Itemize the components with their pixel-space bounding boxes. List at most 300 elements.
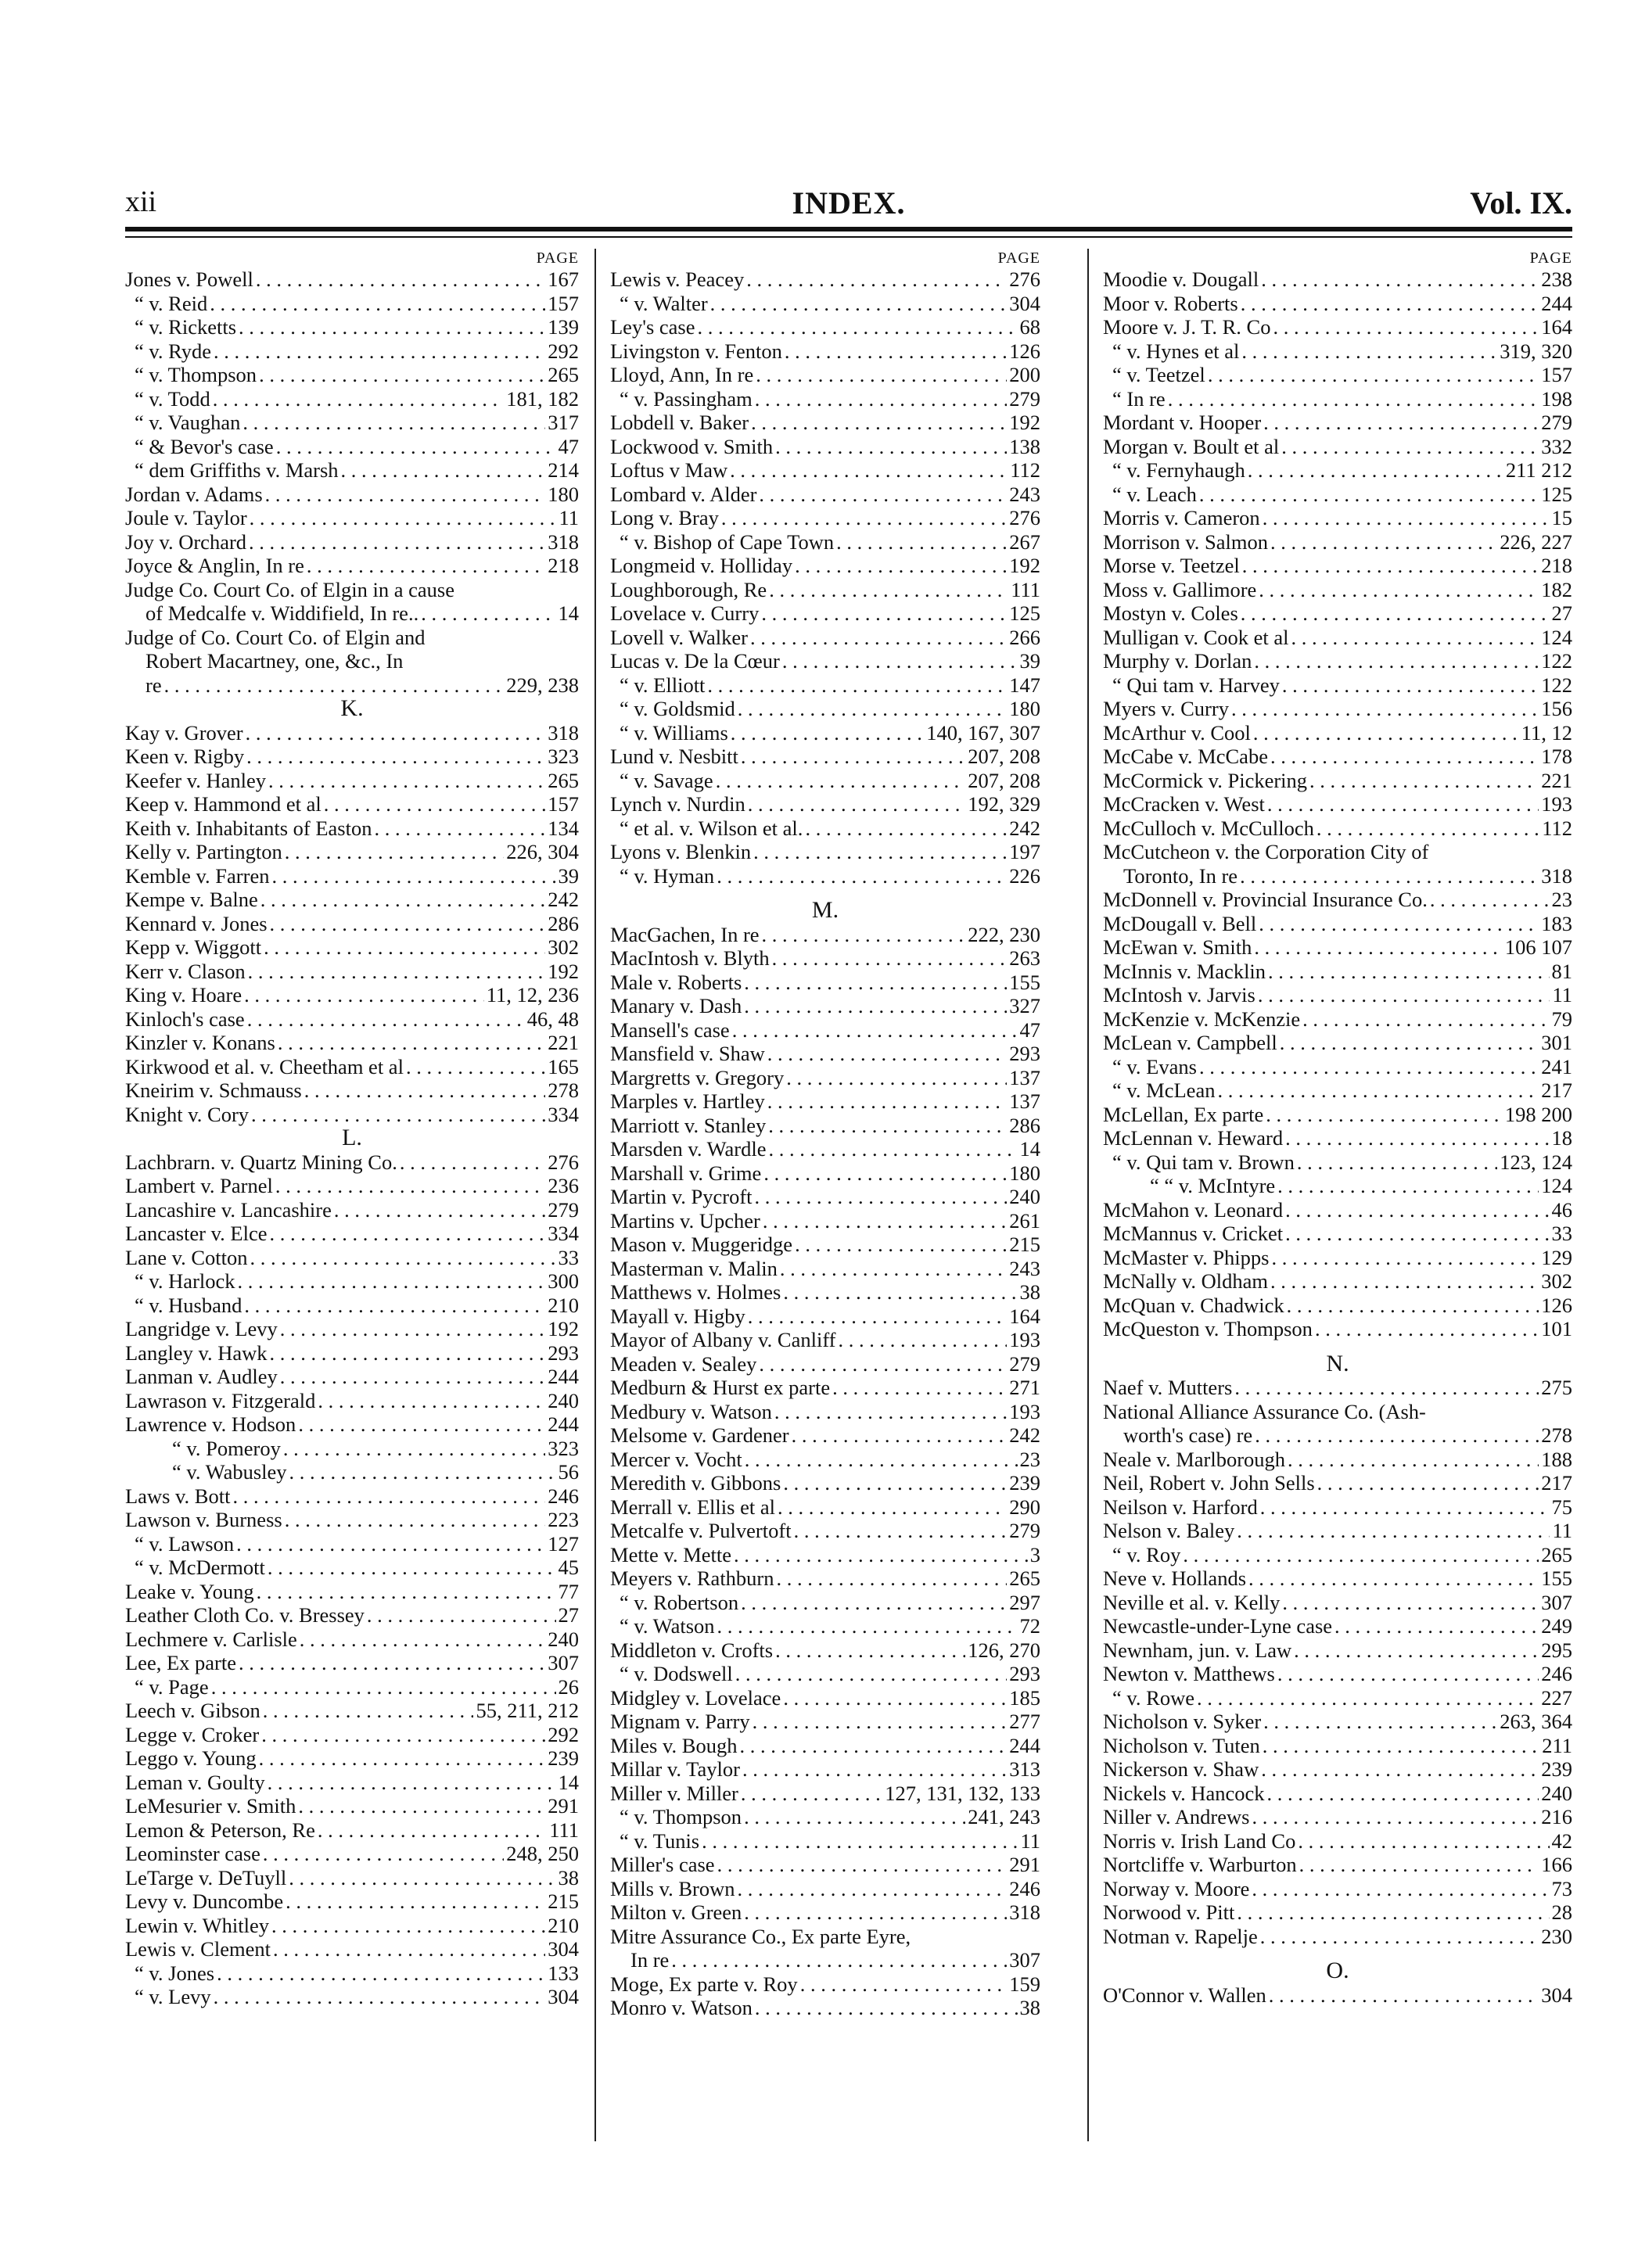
index-entry — [1103, 1983, 1572, 2008]
case-name: Middleton v. Crofts — [610, 1638, 774, 1662]
leader-dots — [213, 387, 504, 411]
leader-dots — [406, 1055, 545, 1079]
case-name: Myers v. Curry — [1103, 697, 1229, 720]
case-name: Masterman v. Malin — [610, 1256, 778, 1280]
page-reference: 157 — [548, 792, 579, 816]
page-reference: 164 — [1541, 315, 1572, 339]
page-reference: 79 — [1551, 1007, 1572, 1031]
leader-dots — [1288, 1448, 1539, 1472]
leader-dots — [238, 1269, 546, 1294]
page-reference: 207, 208 — [968, 768, 1040, 792]
case-name: McMaster v. Phipps — [1103, 1245, 1270, 1269]
leader-dots — [744, 1805, 965, 1829]
page-reference: 238 — [1541, 267, 1572, 291]
index-entry — [610, 339, 1040, 364]
page-column-label: PAGE — [997, 249, 1040, 267]
leader-dots — [257, 1580, 556, 1604]
leader-dots — [1261, 1757, 1539, 1782]
case-name: King v. Hoare — [125, 983, 242, 1007]
case-name: Mayor of Albany v. Canliff — [610, 1328, 836, 1351]
index-entry — [125, 387, 579, 411]
leader-dots — [250, 1246, 556, 1270]
leader-dots — [236, 1532, 545, 1556]
leader-dots — [1258, 983, 1550, 1007]
case-name: McCracken v. West — [1103, 792, 1265, 816]
page-number: xii — [125, 185, 157, 218]
page-reference: 221 — [1541, 768, 1572, 792]
case-name: Robert Macartney, one, &c., In — [145, 649, 404, 673]
leader-dots — [778, 1495, 1007, 1520]
case-name: Meredith v. Gibbons — [610, 1471, 781, 1495]
leader-dots — [263, 1699, 474, 1723]
index-entry — [610, 363, 1040, 387]
page-reference: 244 — [548, 1412, 579, 1436]
index-column-1 — [125, 249, 579, 2141]
index-entry — [1103, 1400, 1572, 1424]
page-column-label: PAGE — [536, 249, 579, 267]
leader-dots — [289, 1866, 555, 1890]
case-name: “ v. Levy — [135, 1985, 211, 2008]
index-entry — [125, 1937, 579, 1961]
case-name: Lambert v. Parnel — [125, 1174, 273, 1197]
case-name: “ v. Thompson — [135, 363, 257, 386]
case-name: Judge Co. Court Co. of Elgin in a cause — [125, 577, 454, 601]
index-entry — [610, 1018, 1040, 1042]
case-name: “ In re — [1112, 386, 1166, 411]
leader-dots — [276, 435, 556, 459]
page-reference: 192 — [548, 959, 579, 983]
leader-dots — [1281, 435, 1539, 459]
leader-dots — [1268, 960, 1549, 984]
index-entry — [610, 840, 1040, 864]
leader-dots — [341, 458, 546, 483]
index-entry — [1103, 1591, 1572, 1615]
page-reference: 193 — [1009, 1328, 1040, 1351]
index-entry — [1103, 1638, 1572, 1663]
index-entry — [610, 697, 1040, 721]
index-entry — [125, 626, 579, 650]
leader-dots — [698, 315, 1018, 339]
index-entry — [125, 1699, 579, 1723]
page-reference: 286 — [548, 911, 579, 935]
leader-dots — [750, 626, 1007, 650]
index-entry — [1103, 960, 1572, 984]
leader-dots — [717, 1614, 1018, 1638]
index-entry — [125, 1723, 579, 1747]
page-reference: 14 — [558, 1770, 579, 1794]
index-entry — [125, 1484, 579, 1509]
leader-dots — [746, 267, 1007, 292]
case-name: Morrison v. Salmon — [1103, 529, 1269, 554]
page-title: INDEX. — [792, 185, 906, 221]
case-name: Lewis v. Peacey — [610, 267, 745, 291]
page-reference: 183 — [1541, 911, 1572, 935]
index-entry — [610, 649, 1040, 673]
case-name: Mansell's case — [610, 1017, 730, 1042]
case-name: “ v. Page — [135, 1674, 209, 1699]
case-name: Nicholson v. Syker — [1103, 1710, 1262, 1733]
case-name: Mulligan v. Cook et al — [1103, 625, 1289, 649]
index-entry — [125, 1460, 579, 1484]
case-name: McIntosh v. Jarvis — [1103, 983, 1255, 1007]
case-name: Leather Cloth Co. v. Bressey — [125, 1603, 365, 1627]
page-reference: 139 — [548, 315, 579, 339]
leader-dots — [1263, 1734, 1539, 1758]
case-name: McInnis v. Macklin — [1103, 959, 1266, 983]
page-reference: 23 — [1551, 888, 1572, 911]
index-entry — [125, 1007, 579, 1032]
leader-dots — [214, 1985, 546, 2009]
index-entry — [610, 1161, 1040, 1186]
case-name: “ v. Watson — [620, 1614, 715, 1638]
leader-dots — [324, 792, 546, 816]
case-name: Mostyn v. Coles — [1103, 601, 1238, 625]
page-reference: 180 — [548, 482, 579, 506]
page-reference: 246 — [1009, 1876, 1040, 1900]
leader-dots — [1277, 1174, 1539, 1198]
page-reference: 56 — [558, 1460, 579, 1484]
index-entry — [125, 1627, 579, 1652]
leader-dots — [783, 1280, 1017, 1304]
leader-dots — [717, 1853, 1008, 1877]
index-entry — [610, 1805, 1040, 1829]
page-reference: 147 — [1009, 673, 1040, 697]
page-reference: 279 — [548, 1197, 579, 1222]
index-entry — [125, 935, 579, 960]
page-reference: 210 — [548, 1913, 579, 1937]
page-reference: 207, 208 — [968, 745, 1040, 768]
leader-dots — [759, 483, 1007, 507]
leader-dots — [836, 530, 1007, 554]
leader-dots — [785, 339, 1007, 364]
case-name: Langridge v. Levy — [125, 1317, 278, 1340]
page-reference: 81 — [1551, 959, 1572, 983]
leader-dots — [741, 1591, 1007, 1615]
page-reference: 133 — [548, 1961, 579, 1985]
index-entry — [125, 1866, 579, 1890]
page-reference: 244 — [1541, 291, 1572, 315]
leader-dots — [1270, 530, 1497, 554]
case-name: Lachbrarn. v. Quartz Mining Co. — [125, 1150, 397, 1174]
page-reference: 124 — [1541, 625, 1572, 649]
leader-dots — [1273, 315, 1539, 339]
leader-dots — [1199, 483, 1539, 507]
page-reference: 240 — [548, 1627, 579, 1651]
case-name: Kinzler v. Konans — [125, 1031, 275, 1054]
page-reference: 33 — [558, 1245, 579, 1269]
leader-dots — [783, 1471, 1007, 1495]
leader-dots — [289, 1460, 556, 1484]
leader-dots — [271, 1914, 545, 1938]
leader-dots — [256, 267, 545, 292]
page-reference: 244 — [1009, 1733, 1040, 1757]
page-reference: 226 — [1009, 863, 1040, 888]
page-reference: 46 — [1551, 1197, 1572, 1222]
index-entry — [125, 1985, 579, 2009]
section-letter: O. — [1326, 1958, 1349, 1983]
index-entry — [1103, 1269, 1572, 1294]
index-entry — [1103, 1246, 1572, 1270]
page-reference: 127 — [548, 1531, 579, 1556]
index-entry — [1103, 1686, 1572, 1710]
index-entry — [610, 1853, 1040, 1877]
section-letter: K. — [340, 695, 364, 721]
page-reference: 125 — [1541, 482, 1572, 506]
leader-dots — [1269, 1983, 1539, 2008]
page-reference: 101 — [1541, 1317, 1572, 1340]
case-name: McQueston v. Thompson — [1103, 1317, 1313, 1340]
case-name: Morgan v. Boult et al — [1103, 434, 1280, 458]
page-reference: 155 — [1541, 1566, 1572, 1590]
page-reference: 239 — [548, 1746, 579, 1770]
index-entry — [1103, 1853, 1572, 1877]
page-reference: 137 — [1009, 1065, 1040, 1089]
page-reference: 47 — [558, 434, 579, 458]
case-name: Leominster case — [125, 1842, 260, 1865]
page-reference: 240 — [1009, 1185, 1040, 1208]
index-entry — [610, 1734, 1040, 1758]
index-entry — [610, 1448, 1040, 1472]
page-reference: 126, 270 — [968, 1638, 1040, 1662]
leader-dots — [1261, 267, 1539, 292]
leader-dots — [1297, 1150, 1497, 1175]
leader-dots — [249, 530, 545, 554]
page-reference: 277 — [1009, 1710, 1040, 1733]
page-reference: 304 — [548, 1937, 579, 1961]
leader-dots — [742, 1757, 1007, 1782]
page-reference: 263, 364 — [1500, 1710, 1572, 1733]
leader-dots — [1199, 1055, 1539, 1079]
page-reference: 39 — [558, 863, 579, 888]
page-reference: 33 — [1551, 1222, 1572, 1245]
page-reference: 11, 12 — [1521, 720, 1572, 745]
case-name: Nickerson v. Shaw — [1103, 1757, 1259, 1781]
leader-dots — [741, 1782, 882, 1806]
page-reference: 11 — [1552, 983, 1572, 1007]
index-entry — [610, 1519, 1040, 1543]
index-entry — [610, 1900, 1040, 1925]
index-entry — [125, 1294, 579, 1318]
index-entry — [1103, 697, 1572, 721]
index-entry — [1103, 1103, 1572, 1127]
index-entry — [125, 1269, 579, 1294]
leader-dots — [334, 1198, 545, 1222]
section-letter: L. — [342, 1125, 362, 1150]
case-name: McLean v. Campbell — [1103, 1031, 1277, 1054]
leader-dots — [1294, 1638, 1539, 1663]
index-entry — [1103, 1782, 1572, 1806]
index-entry — [610, 1233, 1040, 1257]
case-name: “ v. Ricketts — [135, 315, 237, 339]
leader-dots — [280, 1365, 545, 1389]
leader-dots — [721, 506, 1007, 530]
index-entry — [125, 435, 579, 459]
leader-dots — [1237, 1900, 1549, 1925]
case-name: Naef v. Mutters — [1103, 1376, 1233, 1399]
case-name: Lewin v. Whitley — [125, 1913, 269, 1937]
leader-dots — [250, 506, 557, 530]
page-reference: 279 — [1009, 386, 1040, 411]
index-entry — [610, 1304, 1040, 1329]
index-entry — [1103, 1495, 1572, 1520]
index-entry — [610, 1066, 1040, 1090]
page-reference: 236 — [548, 1174, 579, 1197]
case-name: Midgley v. Lovelace — [610, 1685, 781, 1710]
case-name: Mignam v. Parry — [610, 1710, 750, 1733]
case-name: “ v. Roy — [1112, 1542, 1181, 1566]
page-reference: 180 — [1009, 697, 1040, 720]
page-reference: 293 — [1009, 1662, 1040, 1685]
index-entry — [125, 267, 579, 292]
case-name: “ v. Savage — [620, 768, 713, 792]
case-name: “ v. Tunis — [620, 1828, 700, 1853]
index-entry — [610, 458, 1040, 483]
page-reference: 192 — [548, 1317, 579, 1340]
leader-dots — [763, 1209, 1007, 1233]
leader-dots — [307, 554, 545, 578]
page-reference: 156 — [1541, 697, 1572, 720]
leader-dots — [772, 946, 1008, 971]
page-reference: 198 — [1541, 386, 1572, 411]
page-reference: 122 — [1541, 649, 1572, 673]
page-reference: 72 — [1019, 1614, 1040, 1638]
index-entry — [610, 530, 1040, 554]
page-reference: 239 — [1009, 1471, 1040, 1495]
index-entry — [610, 971, 1040, 995]
page-reference: 180 — [1009, 1161, 1040, 1185]
index-entry — [1103, 935, 1572, 960]
page-reference: 246 — [1541, 1662, 1572, 1685]
case-name: Metcalfe v. Pulvertoft — [610, 1519, 792, 1542]
column-divider — [594, 249, 596, 2141]
page-reference: 300 — [548, 1269, 579, 1293]
leader-dots — [263, 1842, 504, 1866]
page-reference: 215 — [1009, 1233, 1040, 1256]
case-name: Meaden v. Sealey — [610, 1351, 757, 1376]
index-entry — [1103, 1900, 1572, 1925]
case-name: Martins v. Upcher — [610, 1208, 760, 1233]
case-name: Morse v. Teetzel — [1103, 554, 1240, 577]
page-reference: 125 — [1009, 601, 1040, 625]
case-name: Lechmere v. Carlisle — [125, 1627, 297, 1651]
leader-dots — [1287, 1294, 1539, 1318]
case-name: Kay v. Grover — [125, 720, 243, 745]
page-reference: 286 — [1009, 1113, 1040, 1137]
case-name: “ v. Passingham — [620, 386, 753, 411]
index-entry — [125, 1675, 579, 1699]
leader-dots — [248, 960, 546, 984]
leader-dots — [756, 363, 1007, 387]
case-name: “ v. Teetzel — [1112, 363, 1205, 386]
index-entry — [610, 1614, 1040, 1638]
case-name: “ v. McDermott — [135, 1556, 265, 1579]
index-entry-continuation — [125, 601, 579, 626]
case-name: Marples v. Hartley — [610, 1089, 765, 1113]
index-entry — [1103, 1126, 1572, 1150]
page-reference: 39 — [1019, 649, 1040, 673]
index-entry — [610, 411, 1040, 435]
leader-dots — [271, 864, 555, 888]
leader-dots — [1183, 1543, 1539, 1567]
case-name: Toronto, In re — [1123, 863, 1238, 888]
case-name: Keefer v. Hanley — [125, 768, 267, 792]
case-name: Jordan v. Adams — [125, 482, 263, 506]
leader-dots — [286, 1889, 545, 1914]
page-reference: 166 — [1541, 1853, 1572, 1876]
index-entry — [1103, 1031, 1572, 1055]
page-reference: 75 — [1551, 1495, 1572, 1519]
page-reference: 261 — [1009, 1208, 1040, 1233]
leader-dots — [1299, 1853, 1539, 1877]
leader-dots — [769, 578, 1008, 602]
page-reference: 304 — [548, 1985, 579, 2008]
case-name: Neilson v. Harford — [1103, 1495, 1258, 1519]
case-name: Leman v. Goulty — [125, 1770, 265, 1794]
index-entry — [610, 292, 1040, 316]
case-name: Kepp v. Wiggott — [125, 935, 262, 959]
page-reference: 242 — [1009, 1423, 1040, 1447]
case-name: McArthur v. Cool — [1103, 720, 1251, 745]
case-name: Lewis v. Clement — [125, 1937, 271, 1961]
page-reference: 38 — [558, 1865, 579, 1889]
case-name: Lovelace v. Curry — [610, 601, 760, 625]
leader-dots — [421, 601, 555, 626]
leader-dots — [1259, 912, 1539, 936]
index-entry — [610, 1471, 1040, 1495]
page-reference: 210 — [548, 1293, 579, 1317]
page-reference: 185 — [1009, 1685, 1040, 1710]
case-name: Nortcliffe v. Warburton — [1103, 1853, 1297, 1876]
page-reference: 221 — [548, 1031, 579, 1054]
leader-dots — [1234, 1376, 1539, 1400]
leader-dots — [270, 912, 546, 936]
leader-dots — [264, 935, 545, 960]
case-name: McCormick v. Pickering — [1103, 768, 1308, 792]
index-entry — [125, 912, 579, 936]
page-reference: 182 — [1541, 577, 1572, 601]
page-reference: 263 — [1009, 946, 1040, 970]
index-entry — [1103, 506, 1572, 530]
page-reference: 243 — [1009, 1256, 1040, 1280]
page-reference: 323 — [548, 1436, 579, 1460]
page-reference: 112 — [1010, 458, 1040, 482]
leader-dots — [1317, 1471, 1539, 1495]
page-reference: 28 — [1551, 1900, 1572, 1924]
leader-dots — [265, 483, 546, 507]
index-entry — [1103, 1317, 1572, 1341]
leader-dots — [1260, 1925, 1539, 1949]
case-name: Lund v. Nesbitt — [610, 745, 738, 768]
case-name: Newton v. Matthews — [1103, 1662, 1275, 1685]
case-name: Leggo v. Young — [125, 1746, 257, 1770]
case-name: McLellan, Ex parte — [1103, 1102, 1264, 1126]
page-reference: 42 — [1551, 1828, 1572, 1853]
index-entry — [125, 816, 579, 841]
index-entry — [125, 578, 579, 602]
page-reference: 167 — [548, 267, 579, 291]
page-reference: 332 — [1541, 434, 1572, 458]
index-entry — [610, 1495, 1040, 1520]
page-reference: 275 — [1541, 1376, 1572, 1399]
page-reference: 217 — [1541, 1078, 1572, 1102]
index-entry — [1103, 1805, 1572, 1829]
leader-dots — [1197, 1686, 1539, 1710]
case-name: Miller v. Miller — [610, 1781, 738, 1805]
page-reference: 334 — [548, 1222, 579, 1245]
volume-label: Vol. IX. — [1470, 185, 1572, 221]
index-entry — [610, 1137, 1040, 1161]
case-name: “ v. Pomeroy — [172, 1436, 281, 1460]
